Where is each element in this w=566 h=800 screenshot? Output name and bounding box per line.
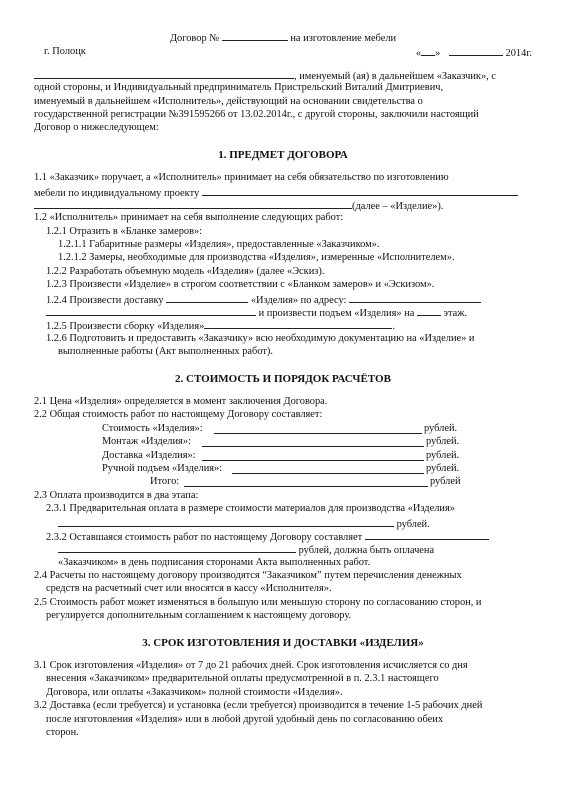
- cost-lifting-blank[interactable]: [232, 462, 424, 474]
- clause-2-5-line-1: 2.5 Стоимость работ может изменяться в большую или меньшую сторону по согласованию сторон, и: [34, 596, 482, 608]
- date-field: « » 2014г.: [416, 45, 532, 60]
- cost-installation-blank[interactable]: [202, 435, 424, 447]
- clause-2-3-2-line-2: рублей, должна быть оплачена: [34, 542, 532, 555]
- remaining-cost-blank[interactable]: [365, 529, 489, 540]
- section-2-title: 2. СТОИМОСТЬ И ПОРЯДОК РАСЧЁТОВ: [175, 372, 391, 385]
- clause-1-2-4-line-1: 1.2.4 Произвести доставку «Изделия» по адресу:: [34, 292, 532, 305]
- customer-name-blank[interactable]: [34, 68, 294, 79]
- project-blank-2[interactable]: [34, 198, 352, 209]
- clause-1-2: 1.2 «Исполнитель» принимает на себя выполнение следующих работ:: [34, 212, 344, 224]
- contract-title: [34, 30, 532, 43]
- title-suffix: на изготовление мебели: [290, 33, 397, 44]
- contract-number-blank[interactable]: [222, 30, 288, 41]
- day-blank[interactable]: [421, 45, 435, 56]
- month-blank[interactable]: [449, 45, 503, 56]
- clause-2-2: 2.2 Общая стоимость работ по настоящему Договору составляет:: [34, 409, 323, 421]
- clause-1-1-line-1: 1.1 «Заказчик» поручает, а «Исполнитель» принимает на себя обязательство по изготовлению: [34, 172, 449, 184]
- assembly-blank[interactable]: [204, 318, 392, 329]
- intro-line-4: государственной регистрации №391595266 от 13.02.2014г., с другой стороны, заключили настоящий: [34, 108, 479, 120]
- cost-item-lifting: Ручной подъем «Изделия»: рублей.: [102, 462, 460, 474]
- clause-1-2-1: 1.2.1 Отразить в «Бланке замеров»:: [46, 225, 203, 237]
- intro-line-3: именуемый в дальнейшем «Исполнитель», действующий на основании свидетельства о: [34, 95, 423, 107]
- intro-line-1: , именуемый (ая) в дальнейшем «Заказчик», с: [34, 68, 532, 81]
- clause-1-2-1-1: 1.2.1.1 Габаритные размеры «Изделия», предоставленные «Заказчиком».: [58, 239, 380, 251]
- intro-line-2: одной стороны, и Индивидуальный предприниматель Пристрельский Виталий Дмитриевич,: [34, 82, 444, 94]
- clause-1-2-6-line-2: выполненные работы (Акт выполненных работ).: [58, 346, 273, 358]
- address-blank-2[interactable]: [46, 305, 256, 316]
- clause-3-2-line-2: после изготовления «Изделия» или в любой другой удобный день по согласованию обеих: [46, 713, 444, 725]
- clause-2-3-2-line-1: 2.3.2 Оставшаяся стоимость работ по настоящему Договору составляет: [34, 529, 532, 542]
- project-blank[interactable]: [202, 185, 518, 196]
- clause-2-4-line-2: средств на расчетный счет или вносятся в кассу «Исполнителя».: [46, 583, 332, 595]
- clause-2-3-2-line-3: «Заказчиком» в день подписания сторонами Акта выполненных работ.: [58, 556, 371, 568]
- contract-page: [34, 30, 532, 739]
- remaining-cost-blank-2[interactable]: [58, 542, 296, 553]
- cost-delivery-blank[interactable]: [202, 449, 424, 461]
- clause-2-3-1-line-2: рублей.: [34, 516, 532, 529]
- cost-total-blank[interactable]: [184, 475, 428, 487]
- floor-blank[interactable]: [417, 305, 441, 316]
- year: 2014г.: [505, 48, 532, 60]
- city: г. Полоцк: [44, 46, 86, 58]
- clause-2-4-line-1: 2.4 Расчеты по настоящему договору производятся “Заказчиком” путем перечисления денежных: [34, 570, 462, 582]
- clause-3-1-line-2: внесения «Заказчиком» предварительной оплаты предусмотренной в п. 2.3.1 настоящего: [46, 673, 439, 685]
- clause-2-5-line-2: регулируется дополнительным соглашением к настоящему договору.: [46, 610, 352, 622]
- clause-3-1-line-1: 3.1 Срок изготовления «Изделия» от 7 до 21 рабочих дней. Срок изготовления исчисляется со дня: [34, 660, 468, 672]
- delivery-blank[interactable]: [166, 292, 248, 303]
- clause-2-3-1-line-1: 2.3.1 Предварительная оплата в размере стоимости материалов для производства «Изделия»: [46, 503, 455, 515]
- clause-3-2-line-3: сторон.: [46, 726, 79, 738]
- clause-1-2-3: 1.2.3 Произвести «Изделие» в строгом соответствии с «Бланком замеров» и «Эскизом».: [46, 279, 435, 291]
- clause-3-2-line-1: 3.2 Доставка (если требуется) и установка (если требуется) производится в течение 1-5 рабочих дней: [34, 700, 483, 712]
- clause-2-3: 2.3 Оплата производится в два этапа:: [34, 489, 199, 501]
- cost-item-delivery: Доставка «Изделия»: рублей.: [102, 449, 460, 461]
- cost-item-total: Итого: рублей: [150, 476, 461, 488]
- address-blank[interactable]: [349, 292, 481, 303]
- clause-1-1-line-3: (далее – «Изделие»).: [34, 198, 532, 211]
- cost-item-product: Стоимость «Изделия»: рублей.: [102, 422, 458, 434]
- clause-1-2-2: 1.2.2 Разработать объемную модель «Изделия» (далее «Эскиз).: [46, 265, 325, 277]
- city-date-row: [34, 45, 532, 58]
- clause-3-1-line-3: Договора, или оплаты «Заказчиком» полной стоимости «Изделия».: [46, 686, 343, 698]
- clause-2-1: 2.1 Цена «Изделия» определяется в момент заключения Договора.: [34, 395, 328, 407]
- clause-1-1-line-2: мебели по индивидуальному проекту: [34, 185, 532, 198]
- section-1-title: 1. ПРЕДМЕТ ДОГОВОРА: [218, 148, 348, 161]
- cost-item-installation: Монтаж «Изделия»: рублей.: [102, 436, 460, 448]
- clause-1-2-1-2: 1.2.1.2 Замеры, необходимые для производства «Изделия», измеренные «Исполнителем».: [58, 252, 455, 264]
- clause-1-2-5: 1.2.5 Произвести сборку «Изделия» .: [34, 318, 532, 331]
- title-prefix: Договор №: [169, 33, 220, 44]
- cost-product-blank[interactable]: [214, 422, 422, 434]
- prepayment-blank[interactable]: [58, 516, 394, 527]
- clause-1-2-4-line-2: и произвести подъем «Изделия» на этаж.: [34, 305, 532, 318]
- section-3-title: 3. СРОК ИЗГОТОВЛЕНИЯ И ДОСТАВКИ «ИЗДЕЛИЯ»: [142, 636, 424, 649]
- intro-line-5: Договор о нижеследующем:: [34, 122, 159, 134]
- clause-1-2-6-line-1: 1.2.6 Подготовить и предоставить «Заказчику» всю необходимую документацию на «Изделие» и: [46, 332, 475, 344]
